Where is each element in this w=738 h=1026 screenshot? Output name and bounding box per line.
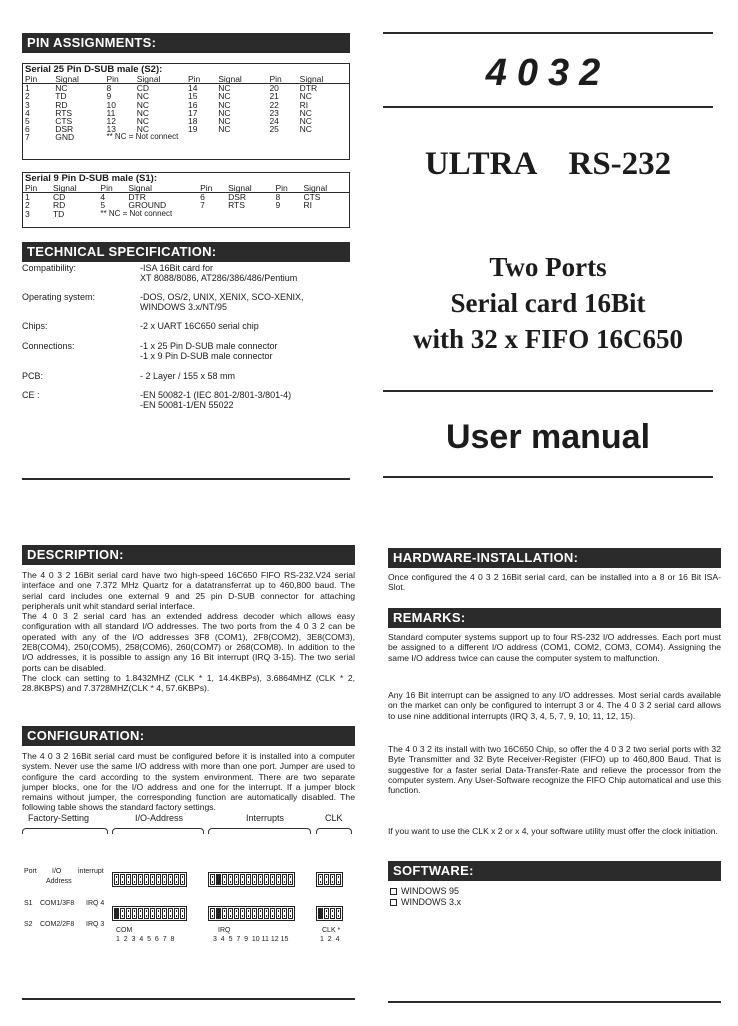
description-text (22, 570, 355, 694)
jumper-pin (114, 874, 119, 885)
jumper-pin (330, 908, 335, 919)
pin-cell: 22 (269, 99, 279, 110)
pin-cell: 17 (187, 107, 198, 118)
jumper-pin (150, 908, 155, 919)
jumper-block-clk-s1 (316, 906, 343, 921)
pin-col-header: Signal (53, 75, 104, 84)
pin-cell: NC (299, 91, 312, 102)
pin-cell: NC (136, 107, 149, 118)
spec-value: - 2 Layer / 155 x 58 mm (140, 371, 236, 381)
com-label: COM (116, 927, 133, 934)
jumper-block-clk-header (316, 872, 343, 887)
jumper-pin (246, 908, 251, 919)
pin-cell: NC (218, 99, 231, 110)
header-io: I/O (52, 868, 62, 875)
jumper-pin (138, 908, 143, 919)
pin-cell: 3 (25, 99, 30, 110)
subtitle-line-3: with 32 x FIFO 16C650 (413, 324, 683, 354)
pin-col-header: Signal (216, 75, 267, 84)
pin-row (23, 201, 349, 209)
jumper-block-io-header (112, 872, 187, 887)
pin-cell: NC (136, 116, 149, 127)
pin-cell: 3 (25, 208, 30, 219)
jumper-pin (216, 908, 221, 919)
pin-cell: CD (52, 192, 66, 203)
jumper-block-irq-header (208, 872, 295, 887)
pin-cell: 25 (269, 124, 279, 135)
pin-col-header: Signal (126, 184, 198, 193)
tech-spec-header: TECHNICAL SPECIFICATION: (22, 242, 350, 262)
right-rule-1 (383, 32, 713, 34)
jumper-pin (138, 874, 143, 885)
irq-label: IRQ (218, 927, 231, 934)
jumper-pin (276, 874, 281, 885)
jumper-pin (288, 874, 293, 885)
pin-col-header: Pin (104, 75, 134, 84)
jumper-pin (252, 874, 257, 885)
hardware-header: HARDWARE-INSTALLATION: (388, 548, 721, 568)
pin-row (23, 210, 349, 218)
left-bottom-rule (22, 998, 355, 1000)
pin-cell: GND (55, 132, 75, 143)
pin-cell: 1 (25, 83, 30, 94)
subtitle-line-1: Two Ports (489, 252, 607, 282)
pin-cell: 2 (25, 91, 30, 102)
pin-col-header: Pin (23, 184, 51, 193)
jumper-pin (162, 874, 167, 885)
jumper-pin (264, 874, 269, 885)
configuration-text: The 4 0 3 2 16Bit serial card must be configured before it is installed into a computer system. Never use the same I/O address with more than one port. Jumper are used to configure the card according to the system environment. There are two separate jumper blocks, one for the I/O address and one for the interrupt. If a jumper block remains without jumper, the corresponding function are automatically disabled. The following table shows the standard factory settings. (22, 751, 355, 813)
pin-assignments-header: PIN ASSIGNMENTS: (22, 33, 350, 53)
jumper-pin (126, 908, 131, 919)
pin-cell: 5 (25, 116, 30, 127)
software-item (390, 897, 461, 908)
jumper-block-io-s1 (112, 906, 187, 921)
pin-cell: RD (55, 99, 68, 110)
brace-io (112, 828, 204, 834)
description-paragraph-2: The 4 0 3 2 serial card has an extended address decoder which allows easy configuration with all standard I/O addresses. The two ports from the 4 0 3 2 can be operated with any of the I/O addresses 3F8 (COM1), 2F8(COM2), 3E8(COM3), 2E8(COM4), 250(COM5), 258(COM6), 260(COM7) or 268(COM8). In addition to the I/O addresses, it is possible to assign any 16 Bit interrupt (IRQ 3-15). The two serial ports can be disabled. (22, 611, 355, 673)
header-address: Address (46, 878, 72, 885)
jumper-pin (282, 908, 287, 919)
user-manual-label: User manual (445, 418, 651, 456)
pin-col-header: Signal (226, 184, 273, 193)
spec-value: -ISA 16Bit card for XT 8088/8086, AT286/386/486/Pentium (140, 263, 298, 283)
pin-col-header: Pin (274, 184, 302, 193)
pin-col-header: Signal (135, 75, 186, 84)
clk-label: CLK * (322, 927, 341, 934)
pin-cell: DSR (228, 192, 247, 203)
com-numbers: 1 2 3 4 5 6 7 8 (116, 936, 175, 943)
spec-key: CE : (22, 390, 40, 400)
pin-cell: 18 (187, 116, 198, 127)
pin-cell: 1 (25, 192, 30, 203)
pin-cell: NC (299, 116, 312, 127)
jumper-pin (240, 874, 245, 885)
jumper-pin (330, 874, 335, 885)
remarks-header: REMARKS: (388, 608, 721, 628)
s1-pin-table (23, 184, 349, 218)
jumper-pin (252, 908, 257, 919)
pin-cell: NC (218, 83, 231, 94)
jumper-pin (258, 908, 263, 919)
pin-cell: CTS (303, 192, 321, 203)
pin-cell: RI (299, 99, 309, 110)
jumper-pin (324, 908, 329, 919)
right-rule-3 (383, 390, 713, 392)
spec-value: -EN 50082-1 (IEC 801-2/801-3/801-4) -EN 50081-1/EN 55022 (140, 390, 292, 410)
jumper-pin (228, 908, 233, 919)
pin-cell: DTR (128, 192, 146, 203)
pin-col-header: Signal (51, 184, 98, 193)
jumper-pin (150, 874, 155, 885)
row-s1-port: S1 (24, 900, 33, 907)
pin-cell: 7 (200, 200, 205, 211)
configuration-header: CONFIGURATION: (22, 726, 355, 746)
pin-cell: CD (136, 83, 149, 94)
group-label-io: I/O-Address (135, 813, 184, 823)
s2-pin-table-title: Serial 25 Pin D-SUB male (S2): (25, 64, 163, 75)
row-s1-io: COM1/3F8 (40, 900, 75, 907)
pin-cell: TD (55, 91, 67, 102)
jumper-pin (180, 874, 185, 885)
jumper-pin (288, 908, 293, 919)
pin-cell: 8 (275, 192, 281, 203)
software-item (390, 886, 461, 897)
jumper-pin (126, 874, 131, 885)
brace-interrupts (208, 828, 311, 834)
jumper-pin (222, 908, 227, 919)
pin-cell: 9 (275, 200, 281, 211)
pin-cell: 2 (25, 200, 30, 211)
pin-cell: 10 (106, 99, 116, 110)
s2-pin-table-box (22, 63, 350, 160)
pin-cell: NC (299, 124, 312, 135)
pin-cell: 9 (106, 91, 112, 102)
description-paragraph-1: The 4 0 3 2 16Bit serial card have two high-speed 16C650 FIFO RS-232.V24 serial interface and one 7.372 MHz Quartz for a datatransferrat up to 460,800 baud. The serial card includes one external 9 and 25 pin D-SUB connector for attaching peripherals unit whit standard serial interface. (22, 570, 355, 611)
pin-col-header: Signal (298, 75, 349, 84)
description-paragraph-3: The clock can setting to 1.8432MHZ (CLK * 1, 14.4KBPs), 3.6864MHZ (CLK * 2, 28.8KBPS) and 7.3728MHZ(CLK * 4, 57.6KBPs). (22, 672, 355, 694)
pin-cell: 21 (269, 91, 279, 102)
header-interrupt: interrupt (78, 868, 104, 875)
pin-cell: 4 (25, 107, 30, 118)
jumper-pin (180, 908, 185, 919)
pin-row (23, 193, 349, 202)
pin-cell: NC (218, 116, 231, 127)
jumper-pin (156, 908, 161, 919)
pin-cell: NC (136, 99, 149, 110)
clk-numbers: 1 2 4 (320, 936, 340, 943)
right-bottom-rule (388, 1001, 721, 1003)
pin-cell: CTS (55, 116, 73, 127)
jumper-pin (216, 874, 221, 885)
jumper-pin (282, 874, 287, 885)
spec-key: PCB: (22, 371, 44, 381)
pin-col-header: Signal (301, 184, 349, 193)
jumper-pin (246, 874, 251, 885)
pin-cell: NC (136, 124, 149, 135)
brace-clk (316, 828, 352, 834)
group-label-factory: Factory-Setting (28, 813, 90, 823)
spec-key: Operating system: (22, 292, 96, 302)
pin-cell: NC (299, 107, 312, 118)
pin-cell: NC (136, 91, 149, 102)
brace-factory (22, 828, 108, 834)
left-top-rule (22, 478, 350, 480)
checkbox-icon (390, 899, 397, 906)
jumper-pin (174, 874, 179, 885)
subtitle-line-2: Serial card 16Bit (450, 288, 646, 318)
pin-cell: DSR (55, 124, 74, 135)
model-number: 4032 (485, 52, 611, 94)
jumper-pin (120, 908, 125, 919)
pin-cell: RI (303, 200, 312, 211)
pin-cell: NC (218, 91, 231, 102)
jumper-pin (258, 874, 263, 885)
jumper-pin (234, 874, 239, 885)
software-item-label: WINDOWS 95 (401, 886, 460, 896)
group-label-clk: CLK (325, 813, 343, 823)
pin-row (23, 133, 349, 141)
row-s1-irq: IRQ 4 (86, 900, 105, 907)
description-header: DESCRIPTION: (22, 545, 355, 565)
jumper-pin (114, 908, 119, 919)
jumper-pin (174, 908, 179, 919)
group-label-interrupts: Interrupts (246, 813, 285, 823)
irq-numbers: 3 4 5 7 9 10 11 12 15 (213, 936, 289, 943)
jumper-pin (222, 874, 227, 885)
jumper-pin (168, 908, 173, 919)
spec-key: Connections: (22, 341, 75, 351)
software-item-label: WINDOWS 3.x (401, 897, 461, 907)
remarks-paragraph-1: Standard computer systems support up to four RS-232 I/O addresses. Each port must be assigned to a different I/O address (COM1, COM2, COM3, COM4). Assigning the same I/O address twice can cause the computer system to malfunction. (388, 632, 721, 663)
pin-col-header: Pin (267, 75, 297, 84)
pin-col-header: Pin (98, 184, 126, 193)
jumper-pin (336, 874, 341, 885)
pin-cell: 4 (100, 192, 106, 203)
jumper-pin (324, 874, 329, 885)
jumper-pin (234, 908, 239, 919)
spec-key: Chips: (22, 321, 48, 331)
right-rule-4 (383, 476, 713, 478)
pin-cell: 13 (106, 124, 116, 135)
nc-note: ** NC = Not connect (100, 208, 173, 218)
pin-cell: DTR (299, 83, 318, 94)
jumper-pin (228, 874, 233, 885)
spec-value: -1 x 25 Pin D-SUB male connector -1 x 9 Pin D-SUB male connector (140, 341, 278, 361)
jumper-pin (132, 908, 137, 919)
pin-col-header: Pin (23, 75, 53, 84)
pin-cell: 6 (200, 192, 205, 203)
pin-cell: 15 (187, 91, 198, 102)
jumper-pin (144, 908, 149, 919)
pin-cell: 20 (269, 83, 279, 94)
jumper-pin (270, 874, 275, 885)
pin-cell: 5 (100, 200, 106, 211)
pin-cell: NC (218, 124, 231, 135)
row-s2-port: S2 (24, 921, 33, 928)
pin-cell: 19 (187, 124, 198, 135)
nc-note: ** NC = Not connect (106, 132, 179, 142)
right-rule-2 (383, 106, 713, 108)
software-header: SOFTWARE: (388, 861, 721, 881)
remarks-paragraph-2: Any 16 Bit interrupt can be assigned to any I/O addresses. Most serial cards available on the market can only be configured to interrupt 3 or 4. The 4 0 3 2 serial card allows to use nine additional interrupts (IRQ 3, 4, 5, 7, 9, 10, 11, 12, 15). (388, 690, 721, 721)
jumper-pin (144, 874, 149, 885)
jumper-pin (276, 908, 281, 919)
pin-col-header: Pin (186, 75, 216, 84)
jumper-pin (162, 908, 167, 919)
pin-cell: RD (52, 200, 66, 211)
jumper-pin (270, 908, 275, 919)
jumper-pin (210, 874, 215, 885)
pin-cell: 8 (106, 83, 112, 94)
jumper-pin (318, 908, 323, 919)
pin-cell: 23 (269, 107, 279, 118)
pin-cell: GROUND (128, 200, 167, 211)
pin-col-header: Pin (198, 184, 226, 193)
spec-key: Compatibility: (22, 263, 77, 273)
pin-cell: RTS (55, 107, 73, 118)
pin-cell: 24 (269, 116, 279, 127)
jumper-pin (120, 874, 125, 885)
jumper-pin (210, 908, 215, 919)
remarks-paragraph-4: If you want to use the CLK x 2 or x 4, your software utility must offer the clock initiation. (388, 826, 718, 836)
pin-cell: RTS (228, 200, 245, 211)
s1-pin-table-box (22, 172, 350, 228)
pin-cell: TD (52, 208, 65, 219)
hardware-text: Once configured the 4 0 3 2 16Bit serial card, can be installed into a 8 or 16 Bit ISA-Slot. (388, 572, 721, 593)
s2-pin-table (23, 75, 349, 142)
pin-cell: 14 (187, 83, 198, 94)
jumper-pin (264, 908, 269, 919)
jumper-pin (336, 908, 341, 919)
jumper-block-irq-s1 (208, 906, 295, 921)
s1-pin-table-title: Serial 9 Pin D-SUB male (S1): (25, 173, 157, 184)
pin-cell: NC (55, 83, 68, 94)
row-s2-irq: IRQ 3 (86, 921, 105, 928)
pin-cell: 16 (187, 99, 198, 110)
product-title: ULTRA RS-232 (424, 146, 672, 182)
pin-cell: 11 (106, 107, 116, 118)
checkbox-icon (390, 888, 397, 895)
jumper-pin (132, 874, 137, 885)
pin-cell: 12 (106, 116, 116, 127)
jumper-pin (156, 874, 161, 885)
remarks-paragraph-3: The 4 0 3 2 its install with two 16C650 Chip, so offer the 4 0 3 2 two serial ports with 32 Byte Transmitter and 32 Byte Receiver-Register (FIFO) up to 460,800 Baud. That is suggestive for a faster serial Data-Transfer-Rate and relieve the processor from the computer system. Any User-Software recognize the FIFO Chip automatical and use this function. (388, 744, 721, 796)
row-s2-io: COM2/2F8 (40, 921, 75, 928)
pin-cell: 7 (25, 132, 30, 143)
jumper-pin (168, 874, 173, 885)
spec-value: -2 x UART 16C650 serial chip (140, 321, 259, 331)
jumper-pin (318, 874, 323, 885)
header-port: Port (24, 868, 37, 875)
jumper-pin (240, 908, 245, 919)
software-list (390, 886, 461, 908)
pin-cell: NC (218, 107, 231, 118)
spec-value: -DOS, OS/2, UNIX, XENIX, SCO-XENIX, WINDOWS 3.x/NT/95 (140, 292, 304, 312)
pin-cell: 6 (25, 124, 30, 135)
